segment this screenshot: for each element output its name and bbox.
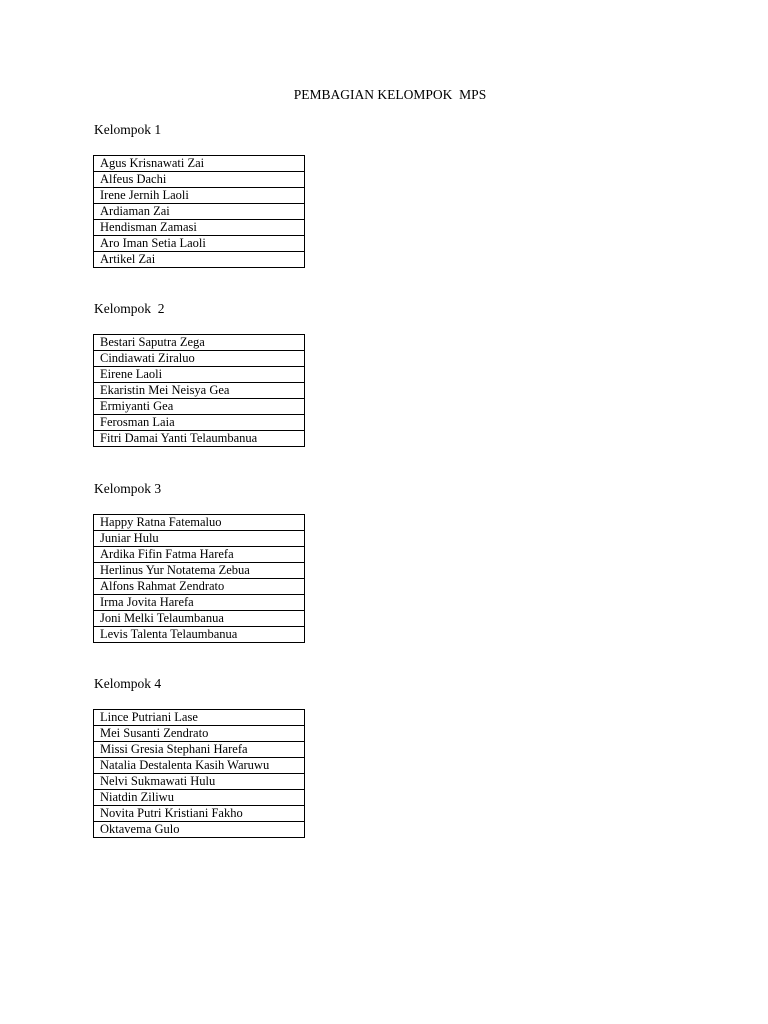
member-name: Missi Gresia Stephani Harefa <box>94 742 305 758</box>
table-row <box>94 367 305 383</box>
member-name: Ermiyanti Gea <box>94 399 305 415</box>
table-row <box>94 806 305 822</box>
table-row <box>94 790 305 806</box>
member-name: Bestari Saputra Zega <box>94 335 305 351</box>
member-name: Eirene Laoli <box>94 367 305 383</box>
table-row <box>94 415 305 431</box>
member-name: Lince Putriani Lase <box>94 710 305 726</box>
table-row <box>94 156 305 172</box>
member-name: Juniar Hulu <box>94 531 305 547</box>
table-row <box>94 172 305 188</box>
member-name: Artikel Zai <box>94 252 305 268</box>
member-name: Alfons Rahmat Zendrato <box>94 579 305 595</box>
table-row <box>94 547 305 563</box>
table-row <box>94 515 305 531</box>
group-heading-1: Kelompok 1 <box>94 122 162 137</box>
member-name: Agus Krisnawati Zai <box>94 156 305 172</box>
member-name: Mei Susanti Zendrato <box>94 726 305 742</box>
member-name: Joni Melki Telaumbanua <box>94 611 305 627</box>
member-name: Natalia Destalenta Kasih Waruwu <box>94 758 305 774</box>
group-table-4 <box>93 709 305 838</box>
table-row <box>94 431 305 447</box>
member-name: Fitri Damai Yanti Telaumbanua <box>94 431 305 447</box>
member-name: Aro Iman Setia Laoli <box>94 236 305 252</box>
table-row <box>94 627 305 643</box>
table-row <box>94 252 305 268</box>
member-name: Ardika Fifin Fatma Harefa <box>94 547 305 563</box>
member-name: Ardiaman Zai <box>94 204 305 220</box>
member-name: Novita Putri Kristiani Fakho <box>94 806 305 822</box>
group-heading-3: Kelompok 3 <box>94 481 162 496</box>
member-name: Nelvi Sukmawati Hulu <box>94 774 305 790</box>
table-row <box>94 399 305 415</box>
table-row <box>94 335 305 351</box>
table-row <box>94 351 305 367</box>
member-name: Oktavema Gulo <box>94 822 305 838</box>
table-row <box>94 742 305 758</box>
group-table-2 <box>93 334 305 447</box>
member-name: Herlinus Yur Notatema Zebua <box>94 563 305 579</box>
table-row <box>94 726 305 742</box>
table-row <box>94 531 305 547</box>
table-row <box>94 611 305 627</box>
table-row <box>94 383 305 399</box>
table-row <box>94 220 305 236</box>
group-table-1 <box>93 155 305 268</box>
table-row <box>94 758 305 774</box>
table-row <box>94 188 305 204</box>
member-name: Levis Talenta Telaumbanua <box>94 627 305 643</box>
table-row <box>94 204 305 220</box>
group-heading-4: Kelompok 4 <box>94 676 162 691</box>
member-name: Ferosman Laia <box>94 415 305 431</box>
table-row <box>94 710 305 726</box>
page-title: PEMBAGIAN KELOMPOK MPS <box>293 87 487 102</box>
member-name: Happy Ratna Fatemaluo <box>94 515 305 531</box>
member-name: Irene Jernih Laoli <box>94 188 305 204</box>
table-row <box>94 563 305 579</box>
table-row <box>94 595 305 611</box>
table-row <box>94 822 305 838</box>
member-name: Irma Jovita Harefa <box>94 595 305 611</box>
member-name: Alfeus Dachi <box>94 172 305 188</box>
member-name: Ekaristin Mei Neisya Gea <box>94 383 305 399</box>
table-row <box>94 579 305 595</box>
group-heading-2: Kelompok 2 <box>94 301 165 316</box>
table-row <box>94 774 305 790</box>
member-name: Niatdin Ziliwu <box>94 790 305 806</box>
table-row <box>94 236 305 252</box>
group-table-3 <box>93 514 305 643</box>
member-name: Cindiawati Ziraluo <box>94 351 305 367</box>
member-name: Hendisman Zamasi <box>94 220 305 236</box>
